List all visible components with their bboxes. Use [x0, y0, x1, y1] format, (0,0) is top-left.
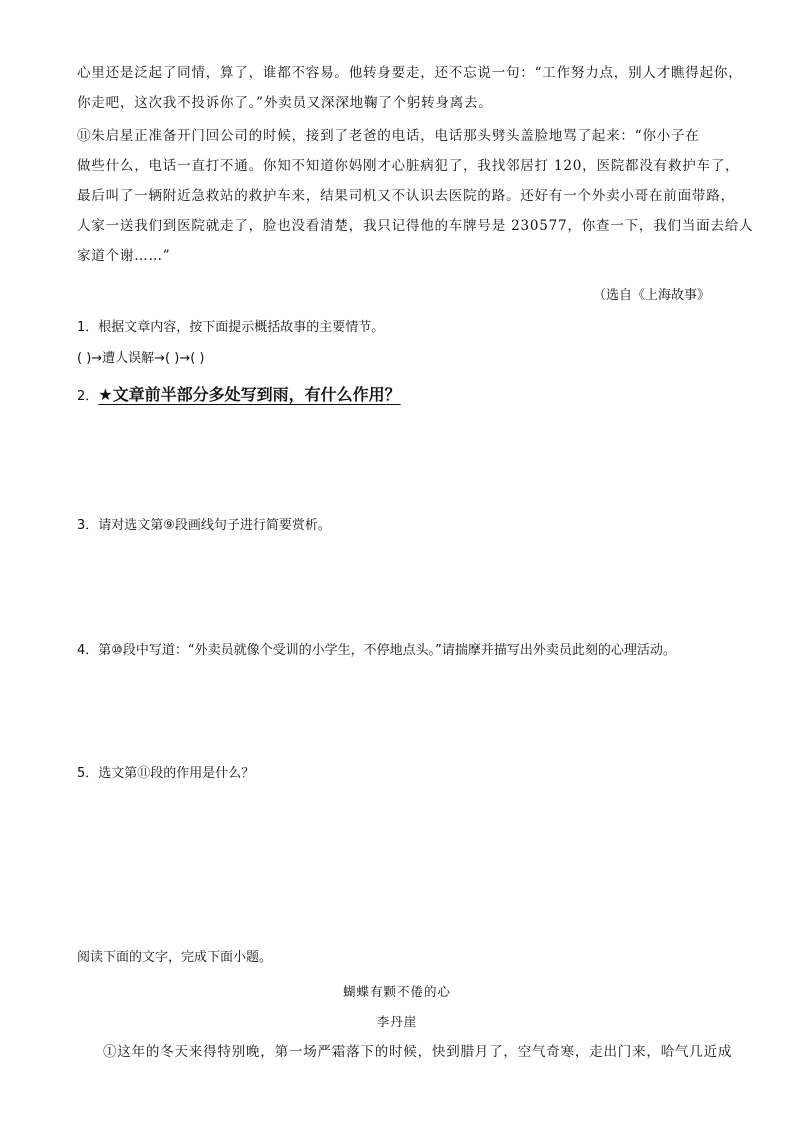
question-2-text: ★文章前半部分多处写到雨，有什么作用？ — [98, 385, 401, 404]
question-number: 2． — [77, 389, 99, 404]
text-line: ①这年的冬天来得特别晚，第一场严霜落下的时候，快到腊月了，空气奇寒，走出门来，哈气几近成 — [103, 1044, 733, 1060]
text-line: 心里还是泛起了同情，算了，谁都不容易。他转身要走，还不忘说一句：“工作努力点，别人才瞧得起你， — [77, 65, 743, 81]
question-2 — [77, 382, 401, 405]
question-3: 3．请对选文第⑨段画线句子进行简要赏析。 — [77, 518, 331, 533]
text-line: 家道个谢……” — [77, 248, 171, 264]
text-line: 做些什么，电话一直打不通。你知不知道你妈刚才心脏病犯了，我找邻居打 120，医院都没有救护车了， — [77, 158, 740, 174]
paragraph-1 — [103, 1037, 733, 1067]
text-line: 最后叫了一辆附近急救站的救护车来，结果司机又不认识去医院的路。还好有一个外卖小哥在前面带路， — [77, 188, 735, 204]
paragraph-11 — [77, 121, 754, 271]
question-1-blanks: ( )→遭人误解→( )→( ) — [77, 351, 205, 366]
question-1: 1．根据文章内容，按下面提示概括故事的主要情节。 — [77, 320, 385, 335]
reading-instruction: 阅读下面的文字，完成下面小题。 — [77, 950, 273, 965]
passage-title: 蝴蝶有颗不倦的心 — [342, 984, 451, 999]
text-line: 你走吧，这次我不投诉你了。”外卖员又深深地鞠了个躬转身离去。 — [77, 95, 493, 111]
source-citation: （选自《上海故事》 — [592, 288, 710, 303]
text-line: ⑪朱启星正准备开门回公司的时候，接到了老爸的电话，电话那头劈头盖脸地骂了起来：“你小子在 — [77, 128, 700, 144]
passage-author: 李丹崖 — [376, 1014, 418, 1029]
question-5: 5．选文第⑪段的作用是什么？ — [77, 766, 255, 781]
question-4: 4．第⑩段中写道：“外卖员就像个受训的小学生，不停地点头。”请揣摩并描写出外卖员此刻的心理活动。 — [77, 643, 676, 658]
passage-tail-paragraph — [77, 58, 743, 118]
text-line: 人家一送我们到医院就走了，脸也没看清楚，我只记得他的车牌号是 230577，你查一下，我们当面去给人 — [77, 218, 754, 234]
